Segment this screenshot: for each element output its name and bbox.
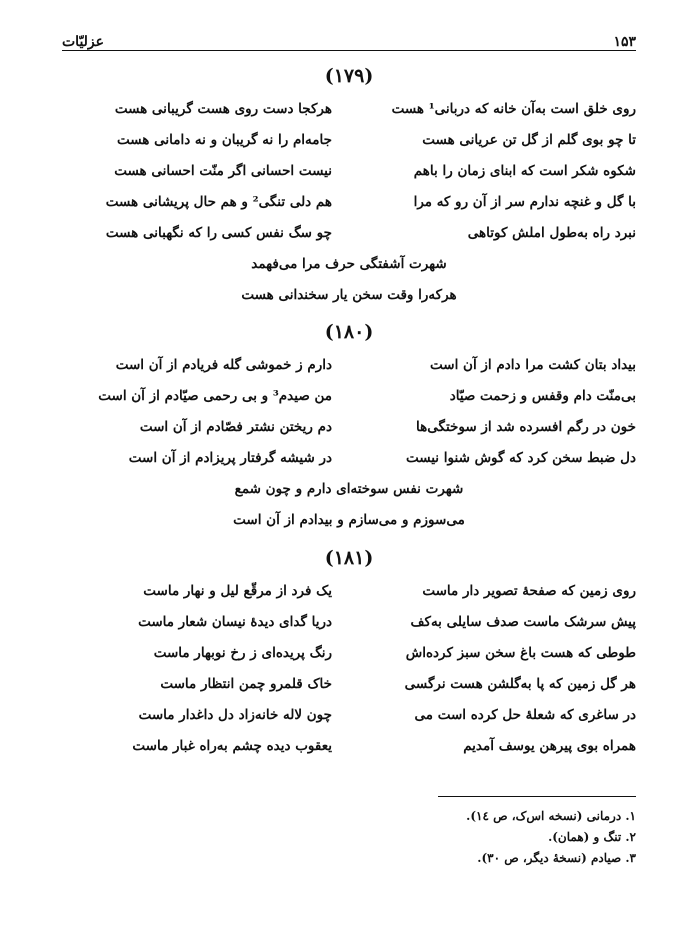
- second-hemistich: خاک قلمرو چمن انتظار ماست: [160, 676, 332, 692]
- first-hemistich: خون در رگم افسرده شد از سوختگی‌ها: [416, 419, 636, 435]
- couplet: [62, 412, 636, 443]
- first-hemistich: روی زمین که صفحهٔ تصویر دار ماست: [422, 583, 636, 599]
- couplet: [62, 638, 636, 669]
- couplet: [62, 156, 636, 187]
- first-hemistich: بی‌منّت دام وقفس و زحمت صیّاد: [449, 388, 636, 404]
- second-hemistich: دم ریختن نشتر فصّادم از آن است: [139, 419, 332, 435]
- footnotes: [62, 806, 636, 869]
- first-hemistich: با گل و غنچه ندارم سر از آن رو که مرا: [413, 194, 636, 210]
- first-hemistich: بیداد بتان کشت مرا دادم از آن است: [430, 357, 636, 373]
- second-hemistich: هرکجا دست روی هست گریبانی هست: [114, 101, 332, 117]
- page-header: [62, 26, 636, 50]
- couplet: [62, 125, 636, 156]
- second-hemistich: جامه‌ام را نه گریبان و نه دامانی هست: [117, 132, 332, 148]
- second-hemistich: یک فرد از مرقّع لیل و نهار ماست: [143, 583, 332, 599]
- closing-hemistich: هرکه‌را وقت سخن یار سخندانی هست: [241, 287, 457, 303]
- second-hemistich: نیست احسانی اگر منّت احسانی هست: [114, 163, 332, 179]
- poem-title: (۱۸۰): [324, 321, 374, 343]
- first-hemistich: روی خلق است به‌آن خانه که دربانی¹ هست: [391, 101, 636, 117]
- second-hemistich: رنگ پریده‌ای ز رخ نوبهار ماست: [153, 645, 332, 661]
- couplet: [62, 187, 636, 218]
- first-hemistich: هر گل زمین که پا به‌گلشن هست نرگسی: [404, 676, 636, 692]
- couplet: [62, 607, 636, 638]
- first-hemistich: شکوه شکر است که ابنای زمان را باهم: [413, 163, 636, 179]
- second-hemistich: دارم ز خموشی گله فریادم از آن است: [115, 357, 332, 373]
- first-hemistich: طوطی که هست باغ سخن سبز کرده‌اش: [405, 645, 636, 661]
- closing-hemistich: می‌سوزم و می‌سازم و بیدادم از آن است: [233, 512, 465, 528]
- second-hemistich: یعقوب دیده چشم به‌راه غبار ماست: [132, 738, 332, 754]
- couplet: [62, 381, 636, 412]
- closing-hemistich: شهرت آشفتگی حرف مرا می‌فهمد: [251, 256, 447, 272]
- section-title: عزلیّات: [62, 34, 105, 50]
- first-hemistich: نبرد راه به‌طول املش کوتاهی: [467, 225, 636, 241]
- first-hemistich: تا چو بوی گلم از گل تن عریانی هست: [422, 132, 636, 148]
- poem-181: [62, 546, 636, 762]
- header-rule: [62, 50, 636, 51]
- poem-179: [62, 64, 636, 311]
- couplet: [62, 94, 636, 125]
- page-number: ۱۵۳: [613, 34, 636, 50]
- poem-title: (۱۸۱): [324, 547, 374, 569]
- first-hemistich: در ساغری که شعلهٔ حل کرده است می: [414, 707, 636, 723]
- couplet: [62, 669, 636, 700]
- closing-hemistich: شهرت نفس سوخته‌ای دارم و چون شمع: [234, 481, 464, 497]
- footnote-1: ۱. درمانی (نسخه اس‌ک، ص ۱٤).: [466, 809, 636, 823]
- couplet: [62, 218, 636, 249]
- second-hemistich: چو سگ نفس کسی را که نگهبانی هست: [105, 225, 332, 241]
- couplet: [62, 350, 636, 381]
- couplet: [62, 443, 636, 474]
- second-hemistich: من صیدم³ و بی رحمی صیّادم از آن است: [98, 388, 332, 404]
- second-hemistich: هم دلی تنگی² و هم حال پریشانی هست: [105, 194, 332, 210]
- couplet: [62, 700, 636, 731]
- first-hemistich: پیش سرشک ماست صدف سایلی به‌کف: [410, 614, 636, 630]
- poem-title: (۱۷۹): [324, 65, 374, 87]
- poem-180: [62, 320, 636, 536]
- footnote-3: ۳. صیادم (نسخهٔ دیگر، ص ۳۰).: [477, 851, 636, 865]
- footnote-2: ۲. تنگ و (همان).: [548, 830, 636, 844]
- footnote-rule: [438, 796, 636, 797]
- second-hemistich: در شیشه گرفتار پریزادم از آن است: [128, 450, 332, 466]
- second-hemistich: چون لاله خانه‌زاد دل داغدار ماست: [138, 707, 332, 723]
- first-hemistich: دل ضبط سخن کرد که گوش شنوا نیست: [405, 450, 636, 466]
- couplet: [62, 576, 636, 607]
- second-hemistich: دریا گدای دیدهٔ نیسان شعار ماست: [138, 614, 332, 630]
- couplet: [62, 731, 636, 762]
- first-hemistich: همراه بوی پیرهن یوسف آمدیم: [463, 738, 636, 754]
